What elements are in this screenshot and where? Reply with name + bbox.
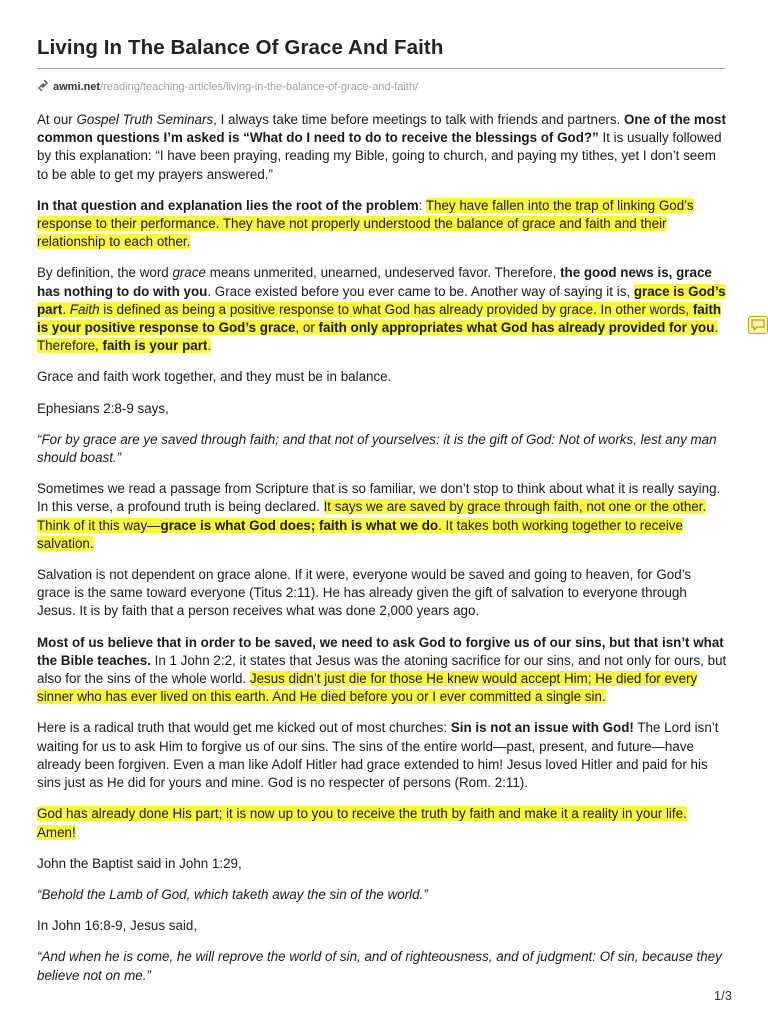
article-paragraph <box>37 197 727 252</box>
highlighted-text: Jesus didn’t just die for those He knew would accept Him; He died for every sinner who has ever lived on this earth. And He died before you or I ever committed a single sin. <box>37 671 698 705</box>
text-run: Sin is not an issue with God! <box>450 720 634 736</box>
title-divider <box>37 68 725 69</box>
link-icon <box>37 79 49 95</box>
highlighted-text: It says we are saved by grace through faith, not one or the other. Think of it this way— <box>37 499 707 533</box>
page-number: 1/3 <box>713 988 732 1003</box>
highlighted-text: They have fallen into the trap of linking God’s response to their performance. They have not properly understood the balance of grace and faith and their relationship to each other. <box>37 197 694 250</box>
text-run: John the Baptist said in John 1:29, <box>37 855 242 871</box>
source-domain[interactable]: awmi.net <box>53 81 101 93</box>
text-run: “For by grace are ye saved through faith; and that not of yourselves: it is the gift of God: Not of works, lest any man should boast.” <box>37 431 717 466</box>
text-run: grace <box>172 265 206 281</box>
page-title: Living In The Balance Of Grace And Faith <box>37 36 444 59</box>
source-link[interactable] <box>37 79 418 95</box>
text-run: It is usually followed by this explanation: “I have been praying, reading my Bible, going to church, and paying my tithes, yet I don’t seem to be able to get my prayers answered.” <box>37 130 722 182</box>
highlighted-text: God has already done His part; it is now up to you to receive the truth by faith and make it a reality in your life. Amen! <box>37 806 687 840</box>
text-run: Most of us believe that in order to be saved, we need to ask God to forgive us of our sins, but that isn’t what the Bible teaches. <box>37 634 724 668</box>
article-paragraph <box>37 805 727 841</box>
article-paragraph <box>37 948 727 984</box>
article-paragraph <box>37 855 727 873</box>
article-paragraph <box>37 264 727 355</box>
text-run: Here is a radical truth that would get me kicked out of most churches: <box>37 720 451 736</box>
article-paragraph <box>37 431 727 467</box>
article-body <box>37 111 727 998</box>
text-run: “And when he is come, he will reprove the world of sin, and of righteousness, and of judgment: Of sin, because they believe not on me.” <box>37 949 722 983</box>
text-run: One of the most common questions I’m asked is “What do I need to do to receive the blessings of God?” <box>37 112 726 146</box>
highlighted-text: , or <box>295 320 319 336</box>
text-run: By definition, the word <box>37 265 173 281</box>
source-path[interactable]: /reading/teaching-articles/living-in-the-balance-of-grace-and-faith/ <box>100 81 419 93</box>
highlighted-text: Faith <box>69 301 100 317</box>
highlighted-text: grace is what God does; faith is what we do <box>160 517 439 533</box>
article-paragraph <box>37 111 727 184</box>
text-run: Salvation is not dependent on grace alone. If it were, everyone would be saved and going to heaven, for God’s grace is the same toward everyone (Titus 2:11). He has already given the gift of salvation to everyone through Jesus. It is by faith that a person receives what was done 2,000 years ago. <box>37 567 692 619</box>
text-run: “Behold the Lamb of God, which taketh away the sin of the world.” <box>37 886 428 902</box>
text-run: Grace and faith work together, and they must be in balance. <box>37 369 392 385</box>
text-run: In 1 John 2:2, it states that Jesus was the atoning sacrifice for our sins, and not only for ours, but also for the sins of the whole world. <box>37 652 727 687</box>
text-run: The Lord isn’t waiting for us to ask Him to forgive us of our sins. The sins of the entire world—past, present, and future—have already been forgiven. Even a man like Adolf Hitler had grace extended to him! Jesus loved Hitler and paid for his sins just as He did for yours and mine. God is no respecter of persons (Rom. 2:11). <box>37 720 719 791</box>
highlighted-text: faith only appropriates what God has already provided for you <box>318 320 715 336</box>
highlighted-text: . <box>207 338 212 354</box>
article-paragraph <box>37 480 727 553</box>
comment-note-icon[interactable] <box>748 316 768 334</box>
highlighted-text: . Therefore, <box>37 320 719 354</box>
article-paragraph <box>37 886 727 904</box>
text-run: means unmerited, unearned, undeserved favor. Therefore, <box>205 265 561 281</box>
text-run: the good news is, grace has nothing to do with you <box>37 265 712 299</box>
article-paragraph <box>37 400 727 418</box>
text-run: At our <box>37 112 77 127</box>
highlighted-text: . <box>62 301 70 317</box>
text-run: In that question and explanation lies the root of the problem <box>37 197 419 213</box>
article-paragraph <box>37 566 727 621</box>
text-run: Ephesians 2:8-9 says, <box>37 400 169 416</box>
text-run: In John 16:8-9, Jesus said, <box>37 918 198 934</box>
article-paragraph <box>37 719 727 792</box>
text-run: , I always take time before meetings to talk with friends and partners. <box>213 112 624 127</box>
text-run: : <box>418 197 426 213</box>
highlighted-text: faith is your positive response to God’s grace <box>37 301 722 336</box>
article-paragraph <box>37 368 727 386</box>
highlighted-text: grace is God’s part <box>37 283 726 317</box>
highlighted-text: faith is your part <box>102 338 208 354</box>
highlighted-text: is defined as being a positive response to what God has already provided by grace. In other words, <box>99 301 693 317</box>
text-run: . Grace existed before you ever came to be. Another way of saying it is, <box>207 283 634 299</box>
highlighted-text: . It takes both working together to receive salvation. <box>37 517 683 551</box>
article-paragraph <box>37 634 727 707</box>
text-run: Sometimes we read a passage from Scripture that is so familiar, we don’t stop to think about what it is really saying. In this verse, a profound truth is being declared. <box>37 481 721 515</box>
text-run: Gospel Truth Seminars <box>76 112 214 127</box>
article-paragraph <box>37 917 727 935</box>
